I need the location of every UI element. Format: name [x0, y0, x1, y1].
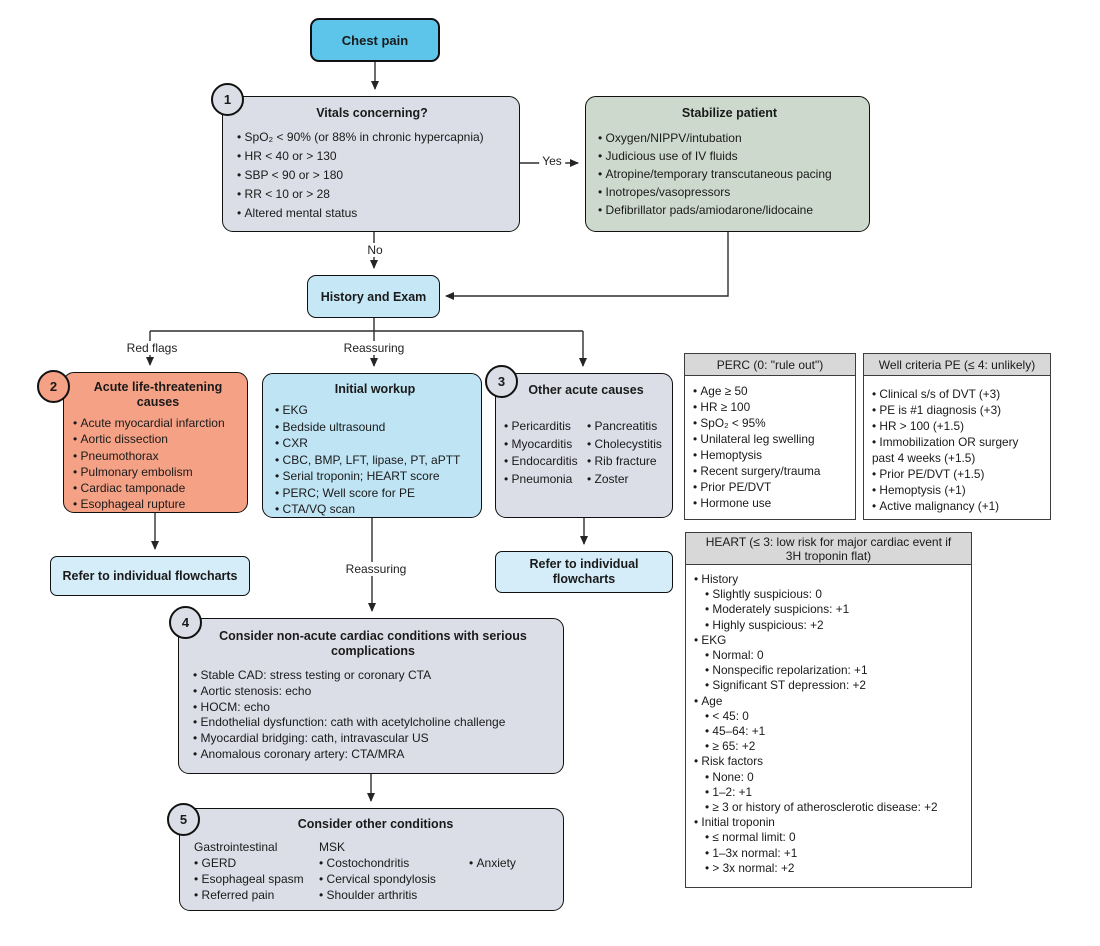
- list-item: • Hemoptysis: [693, 447, 847, 463]
- list-item: • Pneumonia: [504, 471, 587, 489]
- table-wells-criteria: [863, 353, 1051, 520]
- list-item: • Stable CAD: stress testing or coronary CTA: [193, 668, 553, 684]
- initial-workup-list: [275, 402, 475, 518]
- list-item: • HOCM: echo: [193, 700, 553, 716]
- edge-label-reassuring-2: Reassuring: [343, 562, 410, 576]
- list-item: • PE is #1 diagnosis (+3): [872, 402, 1042, 418]
- node-title: Acute life-threatening causes: [93, 380, 223, 409]
- list-item: • Aortic stenosis: echo: [193, 684, 553, 700]
- list-item: • CTA/VQ scan: [275, 501, 475, 518]
- edge-history-branch: [150, 318, 583, 331]
- list-item: • Cardiac tamponade: [73, 480, 243, 496]
- list-item: • 45–64: +1: [705, 724, 963, 739]
- table-perc: [684, 353, 856, 520]
- list-item: • Moderately suspicions: +1: [705, 602, 963, 617]
- step-number-3: 3: [485, 365, 518, 398]
- list-item: • Esophageal spasm: [194, 871, 319, 887]
- list-item: • Endothelial dysfunction: cath with acetylcholine challenge: [193, 715, 553, 731]
- node-acute-life-threatening: [63, 372, 248, 513]
- msk-list: [319, 855, 469, 903]
- list-item: • Initial troponin: [694, 815, 963, 830]
- node-title: Other acute causes: [528, 383, 644, 397]
- table-header: PERC (0: "rule out"): [685, 354, 855, 376]
- list-item: • EKG: [275, 402, 475, 419]
- node-chest-pain: [310, 18, 440, 62]
- list-item: • 1–3x normal: +1: [705, 846, 963, 861]
- list-item: • History: [694, 572, 963, 587]
- list-item: • Hemoptysis (+1): [872, 482, 1042, 498]
- list-item: • ≤ normal limit: 0: [705, 830, 963, 845]
- node-other-conditions: [179, 808, 564, 911]
- list-item: • Rib fracture: [587, 453, 668, 471]
- list-item: • 1–2: +1: [705, 785, 963, 800]
- node-nonacute-cardiac: [178, 618, 564, 774]
- list-item: • Aortic dissection: [73, 431, 243, 447]
- node-refer-flowcharts-right: [495, 551, 673, 593]
- wells-list: [864, 376, 1050, 518]
- list-item: • Age ≥ 50: [693, 383, 847, 399]
- list-item: • Esophageal rupture: [73, 496, 243, 512]
- list-item: • Hormone use: [693, 495, 847, 511]
- node-title: History and Exam: [320, 289, 427, 304]
- list-item: • CBC, BMP, LFT, lipase, PT, aPTT: [275, 452, 475, 469]
- list-item: • Age: [694, 694, 963, 709]
- list-item: • Referred pain: [194, 887, 319, 903]
- edge-label-reassuring-1: Reassuring: [341, 341, 408, 355]
- list-item: • Pneumothorax: [73, 448, 243, 464]
- node-history-exam: [307, 275, 440, 318]
- table-header: Well criteria PE (≤ 4: unlikely): [864, 354, 1050, 376]
- step-number-2: 2: [37, 370, 70, 403]
- list-item: • GERD: [194, 855, 319, 871]
- list-item: • PERC; Well score for PE: [275, 485, 475, 502]
- list-item: • Recent surgery/trauma: [693, 463, 847, 479]
- list-item: • Altered mental status: [237, 204, 509, 223]
- node-title: Vitals concerning?: [316, 106, 428, 120]
- node-title: Stabilize patient: [681, 106, 778, 120]
- list-item: • EKG: [694, 633, 963, 648]
- list-item: • Serial troponin; HEART score: [275, 468, 475, 485]
- list-item: • ≥ 3 or history of atherosclerotic disease: +2: [705, 800, 963, 815]
- list-item: • Bedside ultrasound: [275, 419, 475, 436]
- node-refer-flowcharts-left: [50, 556, 250, 596]
- list-item: • Endocarditis: [504, 453, 587, 471]
- heart-list: [686, 565, 971, 880]
- node-vitals-concerning: [222, 96, 520, 232]
- node-title: Consider non-acute cardiac conditions with serious complications: [219, 629, 527, 658]
- stabilize-list: [598, 129, 861, 219]
- list-item: • Costochondritis: [319, 855, 469, 871]
- list-item: • None: 0: [705, 770, 963, 785]
- node-initial-workup: [262, 373, 482, 518]
- list-item: • Anomalous coronary artery: CTA/MRA: [193, 747, 553, 763]
- node-title: Chest pain: [341, 32, 409, 48]
- node-other-acute-causes: [495, 373, 673, 518]
- step-number-1: 1: [211, 83, 244, 116]
- table-header: HEART (≤ 3: low risk for major cardiac event if 3H troponin flat): [686, 533, 971, 565]
- list-item: • Active malignancy (+1): [872, 498, 1042, 514]
- list-item: • Prior PE/DVT: [693, 479, 847, 495]
- column-header-msk: MSK: [319, 840, 346, 854]
- list-item: • SpO₂ < 90% (or 88% in chronic hypercapnia): [237, 128, 509, 147]
- list-item: • Normal: 0: [705, 648, 963, 663]
- list-item: • ≥ 65: +2: [705, 739, 963, 754]
- vitals-list: [237, 128, 509, 223]
- list-item: • > 3x normal: +2: [705, 861, 963, 876]
- node-title: Consider other conditions: [297, 817, 454, 831]
- list-item: • Unilateral leg swelling: [693, 431, 847, 447]
- gi-list: [194, 855, 319, 903]
- list-item: • Nonspecific repolarization: +1: [705, 663, 963, 678]
- list-item: • Judicious use of IV fluids: [598, 147, 861, 165]
- list-item: • Pancreatitis: [587, 418, 668, 436]
- list-item: • Immobilization OR surgery past 4 weeks (+1.5): [872, 434, 1042, 466]
- list-item: • Risk factors: [694, 754, 963, 769]
- node-stabilize-patient: [585, 96, 870, 232]
- list-item: • CXR: [275, 435, 475, 452]
- list-item: • Clinical s/s of DVT (+3): [872, 386, 1042, 402]
- list-item: • Highly suspicious: +2: [705, 618, 963, 633]
- anxiety-list: [469, 855, 549, 871]
- list-item: • Shoulder arthritis: [319, 887, 469, 903]
- list-item: • Zoster: [587, 471, 668, 489]
- list-item: • RR < 10 or > 28: [237, 185, 509, 204]
- list-item: • Anxiety: [469, 855, 549, 871]
- list-item: • Atropine/temporary transcutaneous pacing: [598, 165, 861, 183]
- other-acute-col1: [504, 418, 587, 488]
- list-item: • Slightly suspicious: 0: [705, 587, 963, 602]
- list-item: • Acute myocardial infarction: [73, 415, 243, 431]
- list-item: • HR > 100 (+1.5): [872, 418, 1042, 434]
- list-item: • Prior PE/DVT (+1.5): [872, 466, 1042, 482]
- edge-stabilize-history: [446, 232, 728, 296]
- node-title: Initial workup: [334, 382, 416, 396]
- list-item: • Myocardial bridging: cath, intravascular US: [193, 731, 553, 747]
- list-item: • Myocarditis: [504, 436, 587, 454]
- node-title: Refer to individual flowcharts: [62, 569, 238, 583]
- list-item: • SBP < 90 or > 180: [237, 166, 509, 185]
- edge-label-yes: Yes: [539, 154, 565, 168]
- list-item: • Significant ST depression: +2: [705, 678, 963, 693]
- nonacute-list: [193, 668, 553, 763]
- list-item: • Pulmonary embolism: [73, 464, 243, 480]
- edge-label-red-flags: Red flags: [124, 341, 181, 355]
- list-item: • Inotropes/vasopressors: [598, 183, 861, 201]
- column-header-gastrointestinal: Gastrointestinal: [194, 840, 278, 854]
- table-heart-score: [685, 532, 972, 888]
- list-item: • Cervical spondylosis: [319, 871, 469, 887]
- list-item: • < 45: 0: [705, 709, 963, 724]
- perc-list: [685, 376, 855, 515]
- list-item: • Pericarditis: [504, 418, 587, 436]
- column-header-spacer: [469, 839, 549, 855]
- step-number-4: 4: [169, 606, 202, 639]
- other-acute-col2: [587, 418, 668, 488]
- list-item: • HR < 40 or > 130: [237, 147, 509, 166]
- step-number-5: 5: [167, 803, 200, 836]
- list-item: • Oxygen/NIPPV/intubation: [598, 129, 861, 147]
- node-title: Refer to individual flowcharts: [529, 557, 639, 586]
- list-item: • Defibrillator pads/amiodarone/lidocaine: [598, 201, 861, 219]
- acute-causes-list: [73, 415, 243, 513]
- list-item: • HR ≥ 100: [693, 399, 847, 415]
- edge-label-no: No: [364, 243, 385, 257]
- list-item: • Cholecystitis: [587, 436, 668, 454]
- list-item: • SpO₂ < 95%: [693, 415, 847, 431]
